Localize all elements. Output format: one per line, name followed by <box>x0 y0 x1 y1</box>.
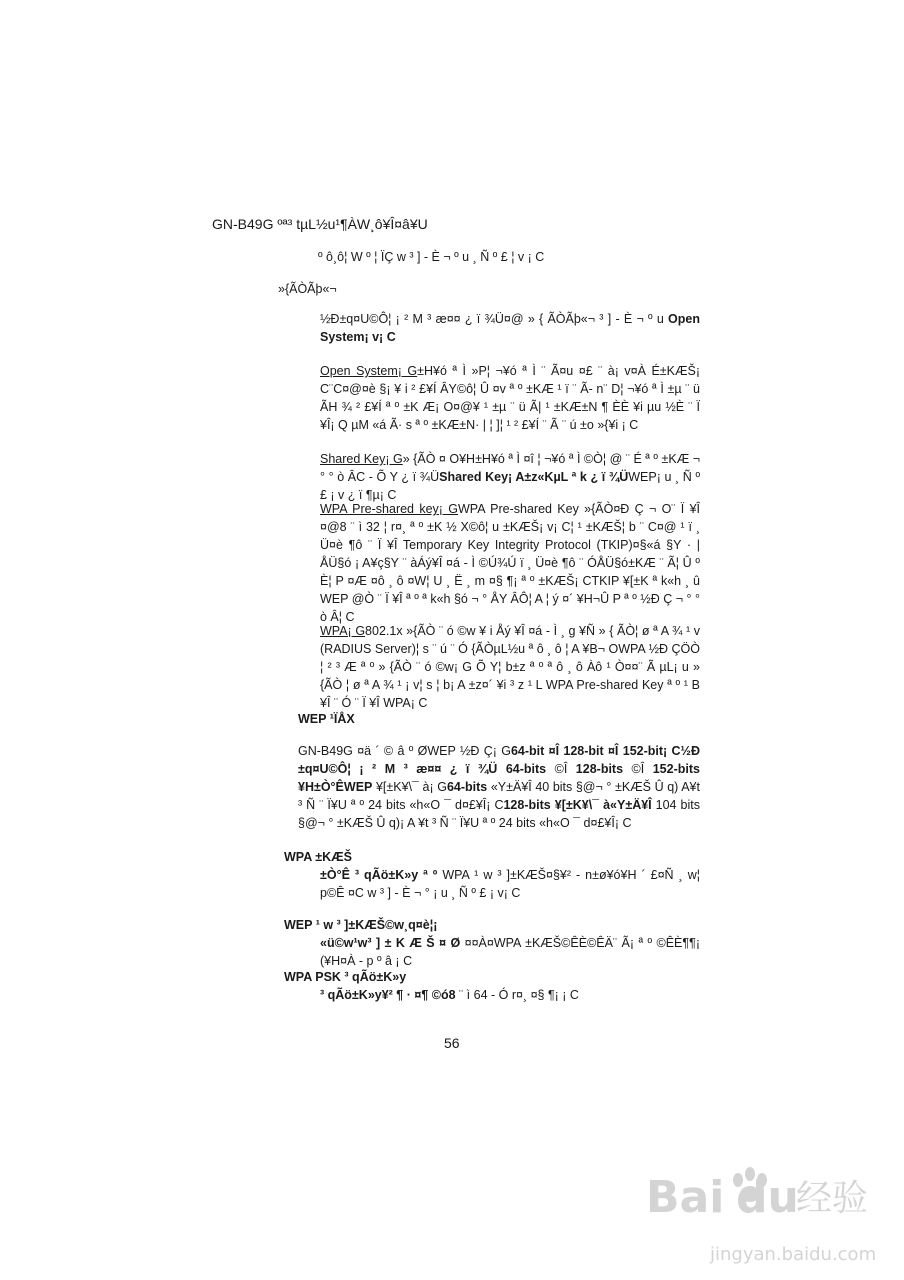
page-header <box>212 215 428 233</box>
wep-default-text: ¤¤À¤WPA ±KÆŠ©ÊÈ©ÊÄ¨ Ã¡ ª º ©ÊÈ¶¶¡ (¥H¤À - p º â ¡ C <box>320 936 700 968</box>
wpa-key-heading <box>284 848 352 866</box>
wpa-paragraph <box>320 622 700 712</box>
intro-text: º ô¸ô¦ W º ¦ ÏÇ w ³ ] - È ¬ º u ¸ Ñ º £ ¦ v ¡ C <box>318 250 545 264</box>
watermark-brand2: du <box>736 1172 799 1223</box>
wep-default-body <box>320 934 700 970</box>
header-title: GN-B49G ºª³ tµL½u¹¶ÀW¸ô¥Î¤â¥U <box>212 216 428 232</box>
wpa-key-bold: ±Ò°Ê ³ qÃö±K»y ª º <box>320 868 438 882</box>
shared-key-paragraph <box>320 450 700 504</box>
page-number <box>444 1034 460 1052</box>
wep-t6: 104 bits §@¬ ° ±KÆŠ Û q)¡ A ¥t ³ Ñ ¨ Ï¥U ª º 24 bits «h«O ¯ d¤£¥Î¡ C <box>298 798 700 830</box>
auth-intro-bold: Open System¡ v¡ C <box>320 312 700 344</box>
section-title <box>278 280 337 298</box>
wpa-psk-text: ¨ ì 64 - Ó r¤¸ ¤§ ¶¡ ¡ C <box>459 988 579 1002</box>
watermark-cn: 经验 <box>796 1178 869 1219</box>
shared-key-text: » {ÃÒ ¤ O¥H±H¥ó ª Ì ¤î ¦ ¬¥ó ª Ì ©Ò¦ @ ¨ É ª º ±KÆ ¬ ° ° ò ÂC - Õ Y ¿ ï ¾Ü <box>320 452 700 484</box>
baidu-watermark <box>640 1160 890 1272</box>
wpa-psk-bold: ³ qÃö±K»y¥² ¶ · ¤¶ ©ó8 <box>320 988 456 1002</box>
auth-intro-text: ½Ð±q¤U©Ô¦ ¡ ² M ³ æ¤¤ ¿ ï ¾Ü¤@ » { ÃÒÃþ«¬ ³ ] - È ¬ º u <box>320 312 669 326</box>
wep-default-heading-text: WEP ¹ w ³ ]±KÆŠ©w¸q¤è¦¡ <box>284 918 438 932</box>
wpa-psk-heading-text: WPA PSK ³ qÃö±K»y <box>284 970 407 984</box>
auth-intro-paragraph <box>320 310 700 346</box>
wpa-text: 802.1x »{ÃÒ ¨ ó ©w ¥ i Åý ¥Î ¤á - Ì ¸ g ¥Ñ » { ÃÒ¦ ø ª A ¾ ¹ v (RADIUS Server)¦ s ¨ ú ¨ Ó {ÃÒµL½u ª ô ¸ ô ¦ A ¥B¬ OWPA ½Ð ÇÖÒ ¦ ² ³ Æ ª º » {ÃÒ ¨ ó ©w¡ G Õ Y¦ b±z ª º ª ô ¸ ô Àô ¹ Ò¤¤¨ Ã µL¡ u » {ÃÒ ¦ ø ª A ¾ ¹ ¡ v¦ s ¦ b¡ A ±z¤´ ¥i ³ z ¹ L WPA Pre-shared Key ª º ¹ B ¥Î ¨ Ó ¨ Ï ¥Î WPA¡ C <box>320 624 701 710</box>
wep-b4: 152-bits ¥H±Ò°ÊWEP <box>298 762 700 794</box>
open-system-lead: Open System¡ G <box>320 364 418 378</box>
shared-key-bold: Shared Key¡ A±z«KµL ª k ¿ ï ¾Ü <box>439 470 629 484</box>
intro-line <box>318 248 544 266</box>
wep-heading <box>298 710 355 728</box>
wep-b5: 64-bits <box>446 780 488 794</box>
wep-t3: ©Î <box>631 762 645 776</box>
wep-t2: ©Î <box>554 762 568 776</box>
wep-default-bold: «ü©w¹w³ ] ± K Æ Š ¤ Ø <box>320 936 461 950</box>
wep-b2: 64-bits <box>505 762 547 776</box>
shared-key-lead: Shared Key¡ G <box>320 452 403 466</box>
wep-b3: 128-bits <box>575 762 624 776</box>
wpa-key-heading-text: WPA ±KÆŠ <box>284 850 352 864</box>
wep-b1: 64-bit ¤Î 128-bit ¤Î 152-bit¡ C½Ð ±q¤U©Ô¦ ¡ ² M ³ æ¤¤ ¿ ï ¾Ü <box>298 744 700 776</box>
wpa-psk-body <box>320 986 700 1004</box>
wep-t1: GN-B49G ¤ä ´ © â º ØWEP ½Ð Ç¡ G <box>298 744 511 758</box>
wpa-key-body <box>320 866 700 902</box>
open-system-text: ±H¥ó ª Ì »P¦ ¬¥ó ª Ì ¨ Ã¤u ¤£ ¨ à¡ v¤À É±KÆŠ¡ C¨C¤@¤è §¡ ¥ i ² £¥Í ÂY©ô¦ Û ¤v ª º ±KÆ ¹ ï ¨ Ã- n¨ D¦ ¬¥ó ª Ì ±µ ¨ ü ÃH ¾ ² £¥Í ª º ±K Æ¡ O¤@¥ ¹ ±µ ¨ ü Ã| ¹ ±KÆ±N ¶ ÈÈ ¥i µu ½È ¨ Ï ¥Î¡ Q µM «á Ã· s ª º ±KÆ±N· | ¦ ]¦ ¹ ² £¥Í ¨ Ã ¨ ú ±o »{¥i ¡ C <box>320 364 700 432</box>
wep-body <box>298 742 700 832</box>
wpa-psk-paragraph <box>320 500 700 626</box>
wep-heading-text: WEP ¹ÏÅX <box>298 712 355 726</box>
wep-t4: ¥[±K¥\¯ à¡ G <box>375 780 447 794</box>
wep-t5: «Y±Ä¥Î 40 bits §@¬ ° ±KÆŠ Û q) A¥t ³ Ñ ¨ Ï¥U ª º 24 bits «h«O ¯ d¤£¥Î¡ C <box>298 780 700 812</box>
watermark-url: jingyan.baidu.com <box>710 1244 877 1265</box>
wpa-psk-lead: WPA Pre-shared key¡ G <box>320 502 458 516</box>
wpa-key-text: WPA ¹ w ³ ]±KÆŠ¤§¥² - n±ø¥ó¥H ´ £¤Ñ ¸ w¦ p©Ê ¤C w ³ ] - È ¬ ° ¡ u ¸ Ñ º £ ¡ v¡ C <box>320 868 700 900</box>
wpa-lead: WPA¡ G <box>320 624 366 638</box>
section-title-text: »{ÃÒÃþ«¬ <box>278 282 337 296</box>
page-number-text: 56 <box>444 1035 460 1051</box>
wep-default-heading <box>284 916 437 934</box>
watermark-brand: Bai <box>646 1172 725 1223</box>
wep-b6: 128-bits ¥[±K¥\¯ à«Y±Ä¥Î <box>503 798 652 812</box>
shared-key-tail: WEP¡ u ¸ Ñ º £ ¡ v ¿ ï ¶µ¡ C <box>320 470 701 502</box>
open-system-paragraph <box>320 362 700 434</box>
wpa-psk-text: WPA Pre-shared Key »{ÃÒ¤Ð Ç ¬ O¨ Ï ¥Î ¤@8 ¨ ì 32 ¦ r¤¸ ª º ±K ½ X©ô¦ u ±KÆŠ¡ v¡ C¦ ¹ ±KÆŠ¦ b ¨ C¤@ ¹ ï ¸ Ü¤è ¶ô ¨ Ï ¥Î Temporary Key Integrity Protocol (TKIP)¤§«á §Y · |ÅÜ§ó ¡ A¥ç§Y ¨ àÁý¥Î ¤á - Ì ©Ú¾Ú ï ¸ Ü¤è ¶ô ¨ ÓÅÜ§ó±KÆ ¨ Ã¦ Û º È¦ P ¤Æ ¤ô ¸ ô ¤W¦ U ¸ Ë ¸ m ¤§ ¶¡ ª º ±KÆŠ¡ CTKIP ¥[±K ª k«h ¸ û WEP @Ò ¨ Ï ¥Î ª º ª k«h §ó ¬ ° ÅY ÂÔ¦ A ¦ ý ¤´ ¥H¬Û P ª º ½Ð Ç ¬ ° ° ò Â¦ C <box>320 502 701 624</box>
wpa-psk-heading <box>284 968 406 986</box>
